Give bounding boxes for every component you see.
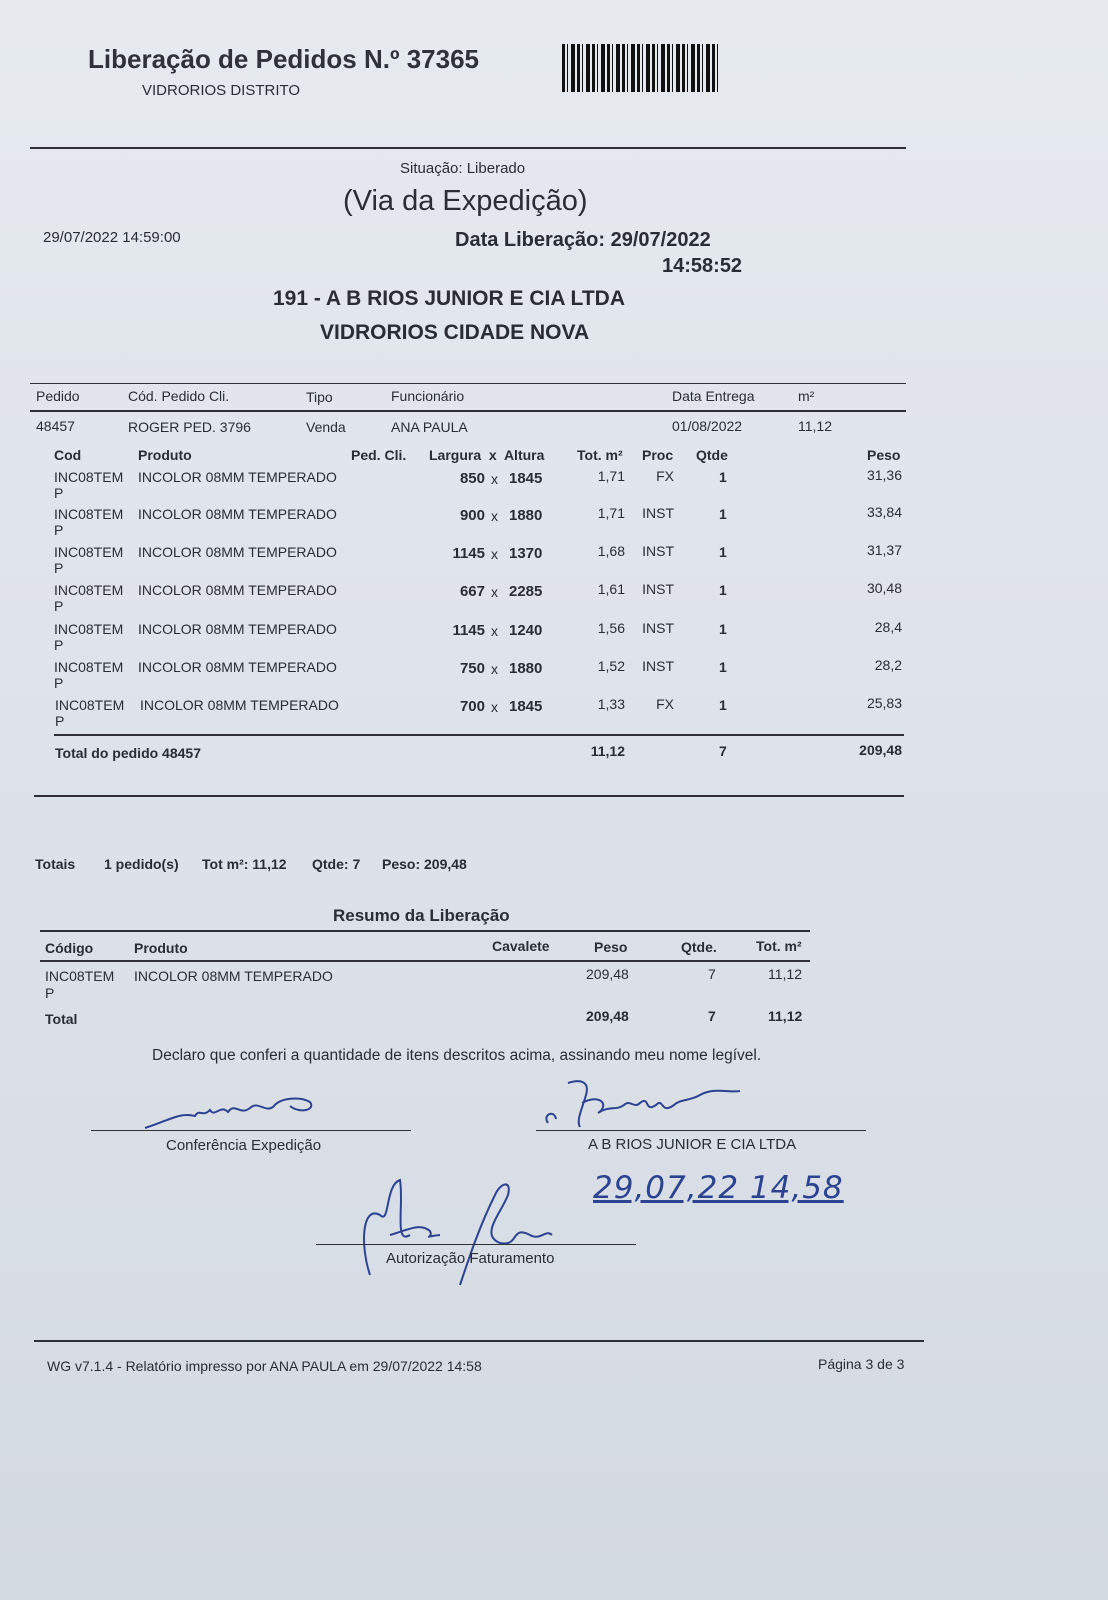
item-cod: INC08TEM: [55, 697, 125, 713]
item-produto: INCOLOR 08MM TEMPERADO: [140, 697, 339, 713]
items-total-line: [54, 734, 904, 736]
declaration-text: Declaro que conferi a quantidade de itens descritos acima, assinando meu nome legível.: [152, 1047, 762, 1064]
item-produto: INCOLOR 08MM TEMPERADO: [138, 582, 337, 598]
label-conferencia: Conferência Expedição: [166, 1137, 322, 1154]
resumo-title: Resumo da Liberação: [333, 906, 510, 925]
resumo-top-line: [40, 930, 810, 932]
item-cod: INC08TEM: [54, 621, 124, 637]
line-autorizacao: [316, 1244, 636, 1245]
item-cod: INC08TEM: [54, 506, 124, 522]
item-altura: 1845: [509, 470, 543, 487]
item-qtde: 1: [719, 697, 727, 713]
resumo-total-peso: 209,48: [586, 1008, 629, 1024]
items-col-dims: Largura x Altura: [429, 447, 545, 463]
resumo-col-tot-m2: Tot. m²: [756, 938, 802, 954]
signature-autorizacao: [350, 1165, 580, 1295]
totals-qtde: Qtde: 7: [312, 856, 361, 872]
barcode: [562, 44, 718, 92]
order-table-top-line: [30, 383, 906, 384]
report-subtitle: VIDRORIOS DISTRITO: [142, 82, 301, 99]
item-tot-m2: 1,71: [597, 505, 625, 521]
order-total-qtde: 7: [719, 743, 727, 759]
item-qtde: 1: [719, 544, 727, 560]
via-heading: (Via da Expedição): [343, 185, 588, 217]
item-qtde: 1: [719, 582, 727, 598]
order-cod-pedido-cli: ROGER PED. 3796: [128, 419, 251, 435]
item-peso: 28,4: [874, 619, 902, 635]
item-qtde: 1: [719, 506, 727, 522]
footer-line: [34, 1340, 924, 1342]
item-produto: INCOLOR 08MM TEMPERADO: [138, 544, 337, 560]
item-peso: 31,37: [866, 542, 902, 558]
item-tot-m2: 1,52: [597, 658, 625, 674]
order-total-peso: 209,48: [859, 742, 902, 758]
item-cod-suffix: P: [54, 675, 64, 691]
items-col-peso: Peso: [867, 447, 901, 463]
line-conferencia: [91, 1130, 411, 1131]
header-divider: [30, 147, 906, 149]
item-produto: INCOLOR 08MM TEMPERADO: [138, 469, 337, 485]
line-cliente: [536, 1130, 866, 1131]
item-largura: 700: [459, 698, 485, 715]
signature-conferencia: [140, 1090, 340, 1135]
items-col-qtde: Qtde: [696, 447, 728, 463]
label-autorizacao: Autorização Faturamento: [386, 1250, 555, 1267]
item-tot-m2: 1,61: [597, 581, 625, 597]
client-branch: VIDRORIOS CIDADE NOVA: [320, 321, 590, 344]
resumo-col-qtde: Qtde.: [681, 939, 717, 955]
resumo-total-qtde: 7: [708, 1008, 716, 1024]
release-time: 14:58:52: [662, 255, 743, 277]
item-largura: 900: [459, 507, 485, 524]
item-peso: 30,48: [866, 580, 902, 596]
item-produto: INCOLOR 08MM TEMPERADO: [138, 506, 337, 522]
item-altura: 1880: [509, 507, 543, 524]
label-cliente: A B RIOS JUNIOR E CIA LTDA: [588, 1136, 797, 1153]
item-qtde: 1: [719, 469, 727, 485]
table-row: [0, 504, 1108, 542]
item-cod: INC08TEM: [54, 659, 124, 675]
item-cod-suffix: P: [54, 485, 64, 501]
col-data-entrega: Data Entrega: [672, 388, 755, 404]
items-col-cod: Cod: [54, 447, 82, 463]
table-row: [0, 467, 1108, 505]
item-peso: 33,84: [866, 504, 902, 520]
order-m2: 11,12: [798, 418, 832, 434]
item-largura: 850: [459, 470, 485, 487]
col-pedido: Pedido: [36, 388, 80, 404]
item-cod-suffix: P: [54, 637, 64, 653]
item-cod-suffix: P: [55, 713, 65, 729]
item-proc: INST: [642, 620, 674, 636]
item-tot-m2: 1,68: [597, 543, 625, 559]
item-proc: INST: [642, 658, 674, 674]
order-data-entrega: 01/08/2022: [672, 418, 743, 434]
order-total-label: Total do pedido 48457: [55, 745, 201, 761]
item-altura: 1845: [509, 698, 543, 715]
item-x: x: [491, 661, 498, 677]
items-col-ped-cli: Ped. Cli.: [351, 447, 407, 463]
item-largura: 1145: [452, 545, 485, 562]
item-cod-suffix: P: [54, 522, 64, 538]
resumo-col-codigo: Código: [45, 940, 94, 956]
footer-page: Página 3 de 3: [818, 1356, 905, 1372]
item-largura: 667: [459, 583, 485, 600]
items-col-tot-m2: Tot. m²: [577, 447, 623, 463]
col-tipo: Tipo: [306, 389, 333, 405]
resumo-total-label: Total: [45, 1011, 78, 1027]
order-pedido: 48457: [36, 418, 75, 434]
footer-left: WG v7.1.4 - Relatório impresso por ANA PAULA em 29/07/2022 14:58: [47, 1358, 482, 1374]
item-proc: INST: [642, 505, 674, 521]
item-largura: 1145: [452, 622, 485, 639]
status-text: Situação: Liberado: [400, 160, 526, 177]
item-proc: FX: [656, 468, 674, 484]
item-peso: 25,83: [866, 695, 902, 711]
item-x: x: [491, 699, 498, 715]
resumo-cod-suffix: P: [45, 985, 55, 1001]
items-col-proc: Proc: [642, 447, 674, 463]
totals-label: Totais: [35, 856, 76, 872]
item-proc: INST: [642, 581, 674, 597]
table-row: [0, 619, 1108, 657]
item-x: x: [491, 584, 498, 600]
item-x: x: [491, 546, 498, 562]
item-tot-m2: 1,56: [597, 620, 625, 636]
report-title: Liberação de Pedidos N.º 37365: [88, 44, 479, 74]
order-section-end-line: [34, 795, 904, 797]
order-header-line: [30, 410, 906, 412]
item-peso: 31,36: [866, 467, 902, 483]
item-proc: FX: [656, 696, 674, 712]
col-m2: m²: [798, 388, 815, 404]
item-cod: INC08TEM: [54, 544, 124, 560]
item-tot-m2: 1,33: [597, 696, 625, 712]
item-altura: 2285: [509, 583, 543, 600]
resumo-tot-m2: 11,12: [768, 966, 802, 982]
table-row: [0, 580, 1108, 618]
resumo-col-cavalete: Cavalete: [492, 938, 550, 954]
print-datetime: 29/07/2022 14:59:00: [43, 229, 181, 246]
item-altura: 1880: [509, 660, 543, 677]
item-largura: 750: [459, 660, 485, 677]
col-funcionario: Funcionário: [391, 388, 465, 404]
table-row: [0, 657, 1108, 695]
item-proc: INST: [642, 543, 674, 559]
item-altura: 1370: [509, 545, 543, 562]
item-altura: 1240: [509, 622, 543, 639]
resumo-cod: INC08TEM: [45, 968, 115, 984]
order-funcionario: ANA PAULA: [391, 419, 468, 435]
order-tipo: Venda: [306, 419, 346, 435]
item-x: x: [491, 471, 498, 487]
table-row: [0, 695, 1108, 733]
resumo-header-line: [40, 960, 810, 962]
item-x: x: [491, 623, 498, 639]
resumo-peso: 209,48: [586, 966, 629, 982]
signature-cliente: [540, 1075, 770, 1135]
resumo-col-produto: Produto: [134, 940, 188, 956]
item-tot-m2: 1,71: [597, 468, 625, 484]
resumo-total-tot-m2: 11,12: [768, 1008, 803, 1024]
item-cod: INC08TEM: [54, 469, 124, 485]
totals-pedidos: 1 pedido(s): [104, 856, 179, 872]
release-date: Data Liberação: 29/07/2022: [455, 229, 711, 251]
client-name: 191 - A B RIOS JUNIOR E CIA LTDA: [273, 287, 625, 310]
item-cod: INC08TEM: [54, 582, 124, 598]
resumo-qtde: 7: [708, 966, 716, 982]
order-total-m2: 11,12: [590, 743, 625, 759]
item-qtde: 1: [719, 659, 727, 675]
col-cod-pedido-cli: Cód. Pedido Cli.: [128, 388, 230, 404]
resumo-col-peso: Peso: [594, 939, 628, 955]
item-x: x: [491, 508, 498, 524]
item-qtde: 1: [719, 621, 727, 637]
item-peso: 28,2: [874, 657, 902, 673]
item-produto: INCOLOR 08MM TEMPERADO: [138, 659, 337, 675]
item-cod-suffix: P: [54, 598, 64, 614]
handwritten-date: 29,07,22 14,58: [593, 1170, 844, 1206]
totals-m2: Tot m²: 11,12: [202, 856, 287, 872]
items-col-produto: Produto: [138, 447, 192, 463]
item-produto: INCOLOR 08MM TEMPERADO: [138, 621, 337, 637]
resumo-produto: INCOLOR 08MM TEMPERADO: [134, 968, 333, 984]
totals-peso: Peso: 209,48: [382, 856, 467, 872]
table-row: [0, 542, 1108, 580]
item-cod-suffix: P: [54, 560, 64, 576]
